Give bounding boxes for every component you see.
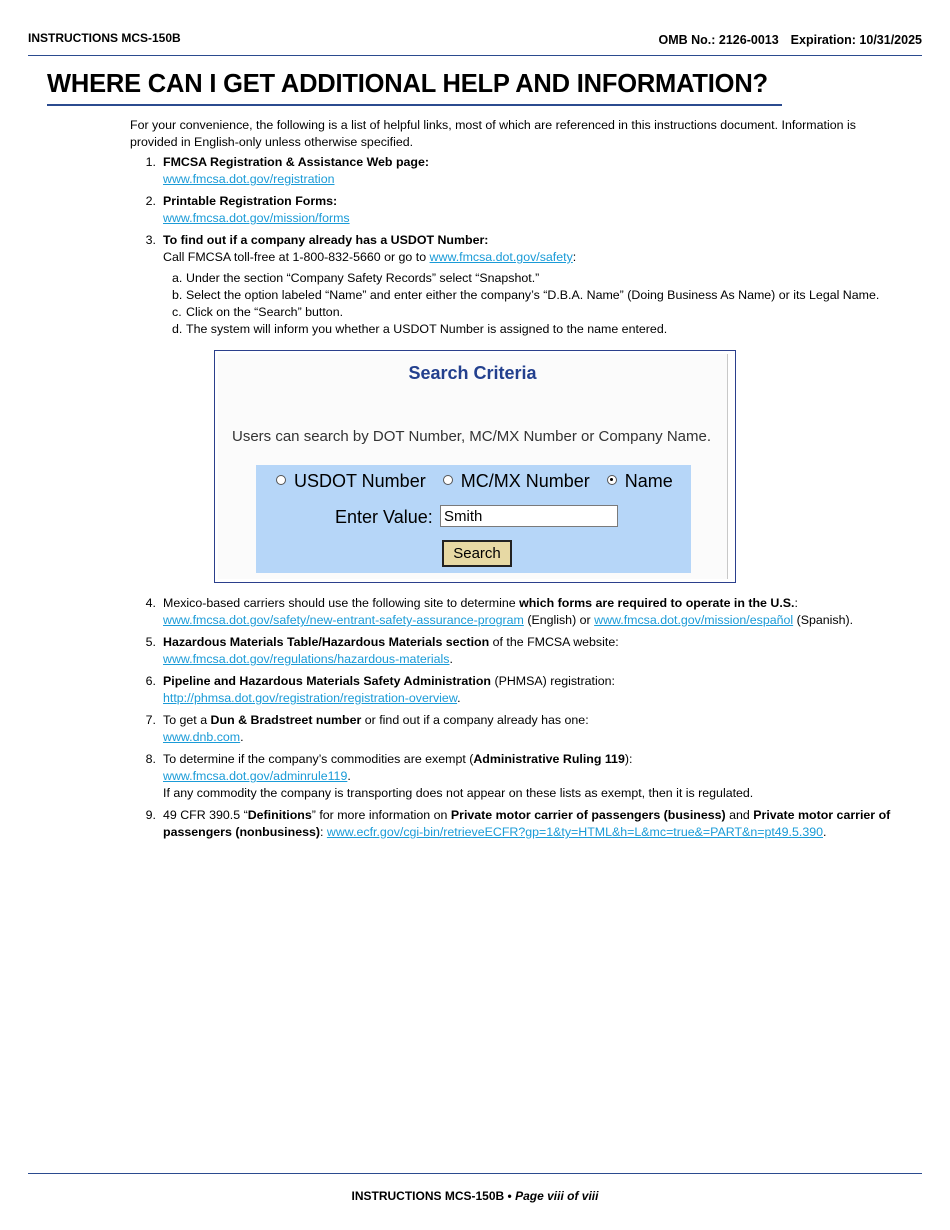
list-item <box>130 673 905 707</box>
radio-icon[interactable] <box>276 475 286 485</box>
dnb-link[interactable]: www.dnb.com <box>163 730 241 744</box>
step-text: Click on the “Search” button. <box>186 305 344 319</box>
punctuation: . <box>823 825 827 839</box>
radio-name[interactable] <box>607 473 673 490</box>
step-letter: a. <box>172 271 183 285</box>
item-number: 4. <box>145 596 156 610</box>
new-entrant-link[interactable]: www.fmcsa.dot.gov/safety/new-entrant-safety-assurance-program <box>163 613 524 627</box>
step-item <box>163 304 905 321</box>
radio-mcmx-number[interactable] <box>443 473 590 490</box>
item-text: To determine if the company’s commodities are exempt ( <box>163 752 474 766</box>
item-text: To get a <box>163 713 208 727</box>
omb-number: OMB No.: 2126-0013 <box>658 33 779 47</box>
item-number: 7. <box>145 713 156 727</box>
footer-rule <box>28 1173 922 1174</box>
radio-usdot-number[interactable] <box>276 473 426 490</box>
item-label: FMCSA Registration & Assistance Web page: <box>163 155 429 169</box>
list-item <box>130 154 905 188</box>
item-number: 2. <box>145 194 156 208</box>
item-text: (PHMSA) registration: <box>494 674 615 688</box>
header-doc-id: INSTRUCTIONS MCS-150B <box>28 31 181 45</box>
punctuation: : <box>794 596 798 610</box>
hazmat-link[interactable]: www.fmcsa.dot.gov/regulations/hazardous-materials <box>163 652 450 666</box>
item-number: 1. <box>145 155 156 169</box>
item-label: To find out if a company already has a USDOT Number: <box>163 233 489 247</box>
item-text: or find out if a company already has one: <box>364 713 589 727</box>
steps-list <box>163 270 905 338</box>
intro-paragraph: For your convenience, the following is a list of helpful links, most of which are referenced in this instructions document. Information is provided in English-only unless otherwise specified. <box>130 118 856 149</box>
item-bold: which forms are required to operate in the U.S. <box>519 596 795 610</box>
item-bold: Pipeline and Hazardous Materials Safety Administration <box>163 674 491 688</box>
item-text: ): <box>624 752 633 766</box>
footer-doc-id: INSTRUCTIONS MCS-150B <box>351 1189 505 1203</box>
list-item <box>130 807 905 841</box>
list-item <box>130 232 905 338</box>
punctuation: : <box>572 250 577 264</box>
enter-value-input[interactable]: Smith <box>440 505 618 527</box>
adminrule-link[interactable]: www.fmcsa.dot.gov/adminrule119 <box>163 769 348 783</box>
main-content <box>130 117 905 846</box>
item-text: Mexico-based carriers should use the following site to determine <box>163 596 516 610</box>
list-item <box>130 712 905 746</box>
safety-link[interactable]: www.fmcsa.dot.gov/safety <box>429 250 573 264</box>
item-number: 3. <box>145 233 156 247</box>
ecfr-link[interactable]: www.ecfr.gov/cgi-bin/retrieveECFR?gp=1&ty=HTML&h=L&mc=true&=PART&n=pt49.5.390 <box>326 825 824 839</box>
radio-label: USDOT Number <box>294 471 426 491</box>
item-text: of the FMCSA website: <box>492 635 619 649</box>
item-text: (Spanish). <box>796 613 854 627</box>
search-criteria-screenshot <box>214 350 736 583</box>
step-letter: d. <box>172 322 183 336</box>
list-item <box>130 193 905 227</box>
item-bold: Private motor carrier of passengers (nonbusiness) <box>163 808 891 839</box>
list-item <box>130 634 905 668</box>
search-type-radio-group <box>276 473 685 490</box>
item-text: 49 CFR 390.5 “ <box>163 808 248 822</box>
footer-separator: • <box>507 1189 512 1203</box>
spanish-link[interactable]: www.fmcsa.dot.gov/mission/español <box>594 613 794 627</box>
page-title: WHERE CAN I GET ADDITIONAL HELP AND INFORMATION? <box>47 70 768 98</box>
search-criteria-title: Search Criteria <box>408 363 537 383</box>
step-text: Select the option labeled “Name” and enter either the company’s “D.B.A. Name” (Doing Business As Name) or its Legal Name. <box>186 288 880 302</box>
punctuation: . <box>449 652 453 666</box>
step-item <box>163 287 905 304</box>
punctuation: . <box>347 769 351 783</box>
item-text: ” for more information on <box>311 808 448 822</box>
step-item <box>163 321 905 338</box>
list-item <box>130 751 905 802</box>
item-number: 5. <box>145 635 156 649</box>
header-rule <box>28 55 922 56</box>
radio-selected-icon[interactable] <box>607 475 617 485</box>
punctuation: : <box>320 825 324 839</box>
radio-label: Name <box>624 471 673 491</box>
punctuation: . <box>240 730 244 744</box>
search-button[interactable]: Search <box>442 540 512 567</box>
item-number: 8. <box>145 752 156 766</box>
enter-value-label: Enter Value: <box>335 507 433 527</box>
help-links-list-continued <box>130 595 905 841</box>
list-item <box>130 595 905 629</box>
step-text: Under the section “Company Safety Records” select “Snapshot.” <box>186 271 540 285</box>
title-underline <box>47 104 782 106</box>
step-letter: c. <box>172 305 182 319</box>
item-label: Printable Registration Forms: <box>163 194 338 208</box>
search-panel <box>256 465 691 573</box>
radio-label: MC/MX Number <box>460 471 590 491</box>
item-bold: Dun & Bradstreet number <box>210 713 362 727</box>
item-text: and <box>729 808 750 822</box>
item-note: If any commodity the company is transporting does not appear on these lists as exempt, then it is regulated. <box>163 786 754 800</box>
step-item <box>163 270 905 287</box>
item-number: 6. <box>145 674 156 688</box>
phmsa-link[interactable]: http://phmsa.dot.gov/registration/registration-overview <box>163 691 458 705</box>
page-number: Page viii of viii <box>515 1189 599 1203</box>
call-text: Call FMCSA toll-free at 1-800-832-5660 or go to <box>163 250 427 264</box>
step-text: The system will inform you whether a USDOT Number is assigned to the name entered. <box>186 322 668 336</box>
header-omb-info <box>658 33 922 47</box>
step-letter: b. <box>172 288 183 302</box>
item-bold: Administrative Ruling 119 <box>473 752 625 766</box>
expiration-date: Expiration: 10/31/2025 <box>790 33 922 47</box>
item-bold: Definitions <box>247 808 312 822</box>
search-criteria-description: Users can search by DOT Number, MC/MX Number or Company Name. <box>232 428 712 445</box>
radio-icon[interactable] <box>443 475 453 485</box>
item-bold: Private motor carrier of passengers (business) <box>450 808 726 822</box>
item-text: (English) or <box>527 613 591 627</box>
forms-link[interactable]: www.fmcsa.dot.gov/mission/forms <box>163 211 350 225</box>
item-bold: Hazardous Materials Table/Hazardous Materials section <box>163 635 490 649</box>
screenshot-frame <box>218 354 728 579</box>
help-links-list <box>130 154 905 338</box>
item-number: 9. <box>145 808 156 822</box>
footer <box>0 1189 950 1203</box>
punctuation: . <box>457 691 461 705</box>
registration-link[interactable]: www.fmcsa.dot.gov/registration <box>163 172 335 186</box>
